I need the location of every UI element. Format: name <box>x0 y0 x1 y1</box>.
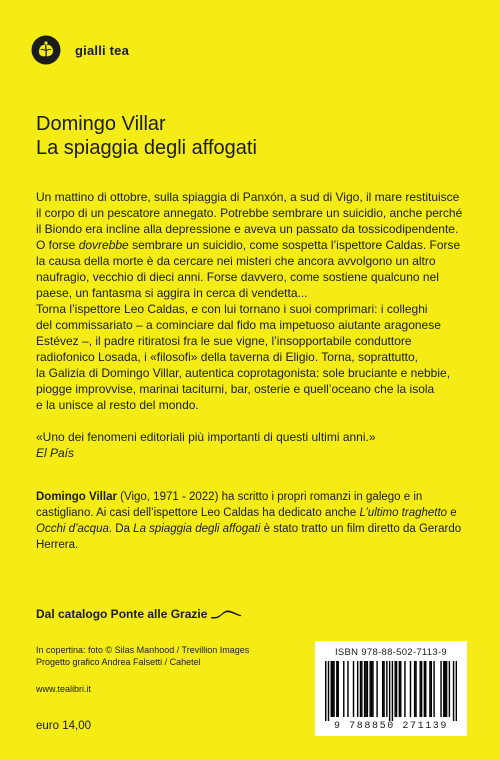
barcode-bar <box>336 661 337 717</box>
barcode-bar <box>353 661 354 717</box>
blurb-line: Un mattino di ottobre, sulla spiaggia di Panxón, a sud di Vigo, il mare restituisce <box>36 190 460 204</box>
blurb-line: paese, un fantasma si aggira in cerca di vendetta... <box>36 286 308 300</box>
barcode-bar <box>333 661 334 717</box>
quote-source: El País <box>36 446 75 460</box>
barcode-bar <box>446 661 447 717</box>
barcode-bar <box>382 661 383 717</box>
barcode-bar <box>371 661 372 717</box>
barcode-bar <box>325 661 326 721</box>
bio-line <box>36 521 476 537</box>
barcode-bar <box>332 661 333 717</box>
barcode-bar <box>364 661 365 717</box>
barcode-bar <box>453 661 454 721</box>
series-name: gialli tea <box>75 43 130 58</box>
barcode-bar <box>392 661 393 721</box>
blurb-text: sembrare un suicidio, come sospetta l’ispettore Caldas. Forse <box>128 238 461 252</box>
barcode-bar <box>389 661 390 721</box>
barcode-bar <box>328 661 329 721</box>
barcode-bar <box>376 661 377 717</box>
barcode-box <box>315 641 467 736</box>
blurb-line: del commissariato – a cominciare dal fido ma impetuoso aiutante aragonese <box>36 318 441 332</box>
blurb-line: il Biondo era incline alla depressione e aveva un passato da tossicodipendente. <box>36 222 459 236</box>
barcode-bar <box>372 661 373 717</box>
press-quote <box>36 429 476 461</box>
barcode-bar <box>399 661 400 717</box>
barcode-bar <box>404 661 405 717</box>
barcode-bar <box>410 661 411 717</box>
barcode-bar <box>360 661 361 717</box>
bio-text: . Da <box>108 523 134 535</box>
barcode-bar <box>424 661 425 717</box>
barcode-bar <box>386 661 387 717</box>
design-credit: Progetto grafico Andrea Falsetti / Cahetel <box>36 657 201 667</box>
barcode-bar <box>443 661 444 717</box>
barcode-bar <box>415 661 416 717</box>
barcode-bar <box>394 661 395 717</box>
barcode-bar <box>367 661 368 717</box>
barcode-bar <box>400 661 401 717</box>
gialli-tea-logo <box>31 35 61 65</box>
blurb-line: Torna l’ispettore Leo Caldas, e con lui tornano i suoi comprimari: i colleghi <box>36 302 428 316</box>
barcode-bar <box>396 661 397 717</box>
barcode-bar <box>421 661 422 717</box>
bio-text: e <box>447 507 457 519</box>
bio-author-name: Domingo Villar <box>36 491 117 503</box>
barcode-bar <box>361 661 362 717</box>
barcode-bar <box>343 661 344 717</box>
blurb-line: piogge improvvise, marinai taciturni, bar, osterie e quell’oceano che la isola <box>36 382 435 396</box>
quote-text: «Uno dei fenomeni editoriali più importanti di questi ultimi anni.» <box>36 430 376 444</box>
credits <box>36 644 249 668</box>
barcode-bar <box>347 661 348 717</box>
barcode-bar <box>357 661 358 717</box>
bio-line <box>36 505 476 521</box>
barcode-bar <box>331 661 332 717</box>
isbn-number: ISBN 978-88-502-7113-9 <box>334 647 448 658</box>
book-title: La spiaggia degli affogati <box>36 137 257 159</box>
barcode-bar <box>431 661 432 717</box>
book-author: Domingo Villar <box>36 113 166 135</box>
blurb-line: radiofonico Losada, i «filosofi» della taverna di Eligio. Torna, soprattutto, <box>36 350 419 364</box>
bio-text: (Vigo, 1971 - 2022) ha scritto i propri romanzi in galego e in <box>116 491 423 503</box>
barcode <box>325 661 457 721</box>
barcode-bar <box>429 661 430 717</box>
ean-number: 9 788850 271139 <box>333 721 448 732</box>
bio-book-title: Occhi d’acqua <box>36 523 109 535</box>
blurb-line: la causa della morte è da cercare nei misteri che ancora avvolgono un altro <box>36 254 436 268</box>
price: euro 14,00 <box>36 720 91 732</box>
barcode-bar <box>440 661 441 717</box>
bio-book-title: L’ultimo traghetto <box>359 507 448 519</box>
blurb-text: O forse <box>36 238 79 252</box>
bio-book-title: La spiaggia degli affogati <box>133 523 261 535</box>
barcode-bar <box>369 661 370 717</box>
blurb-line: la Galizia di Domingo Villar, autentica coprotagonista: sole bruciante e nebbie, <box>36 366 451 380</box>
barcode-bar <box>425 661 426 717</box>
blurb-emphasis: dovrebbe <box>78 238 129 252</box>
barcode-bar <box>414 661 415 717</box>
barcode-bar <box>419 661 420 717</box>
barcode-bar <box>365 661 366 717</box>
barcode-bar <box>383 661 384 717</box>
barcode-bar <box>444 661 445 717</box>
blurb-line: il corpo di un pescatore annegato. Potrebbe sembrare un suicidio, anche perché <box>36 206 463 220</box>
blurb <box>36 189 476 413</box>
bio-text: castigliano. Ai casi dell’ispettore Leo Caldas ha dedicato anche <box>36 507 360 519</box>
blurb-line: naufragio, vecchio di dieci anni. Forse davvero, come sostiene qualcuno nel <box>36 270 439 284</box>
author-bio <box>36 489 476 553</box>
publisher-website: www.tealibri.it <box>36 684 92 694</box>
blurb-line <box>36 237 476 253</box>
catalog-label: Dal catalogo Ponte alle Grazie <box>36 607 208 621</box>
barcode-bar <box>433 661 434 717</box>
barcode-bar <box>456 661 457 721</box>
cover-credit: In copertina: foto © Silas Manhood / Trevillion Images <box>36 645 250 655</box>
bio-line: Herrera. <box>36 539 79 551</box>
bridge-icon <box>211 609 241 619</box>
bio-text: è stato tratto un film diretto da Gerardo <box>260 523 462 535</box>
barcode-bar <box>338 661 339 717</box>
blurb-line: Estévez –, il padre ritiratosi fra le sue vigne, l’insopportabile conduttore <box>36 334 412 348</box>
blurb-line: e la unisce al resto del mondo. <box>36 398 199 412</box>
barcode-bar <box>449 661 450 717</box>
bio-line <box>36 489 476 505</box>
catalog-line <box>36 607 241 621</box>
